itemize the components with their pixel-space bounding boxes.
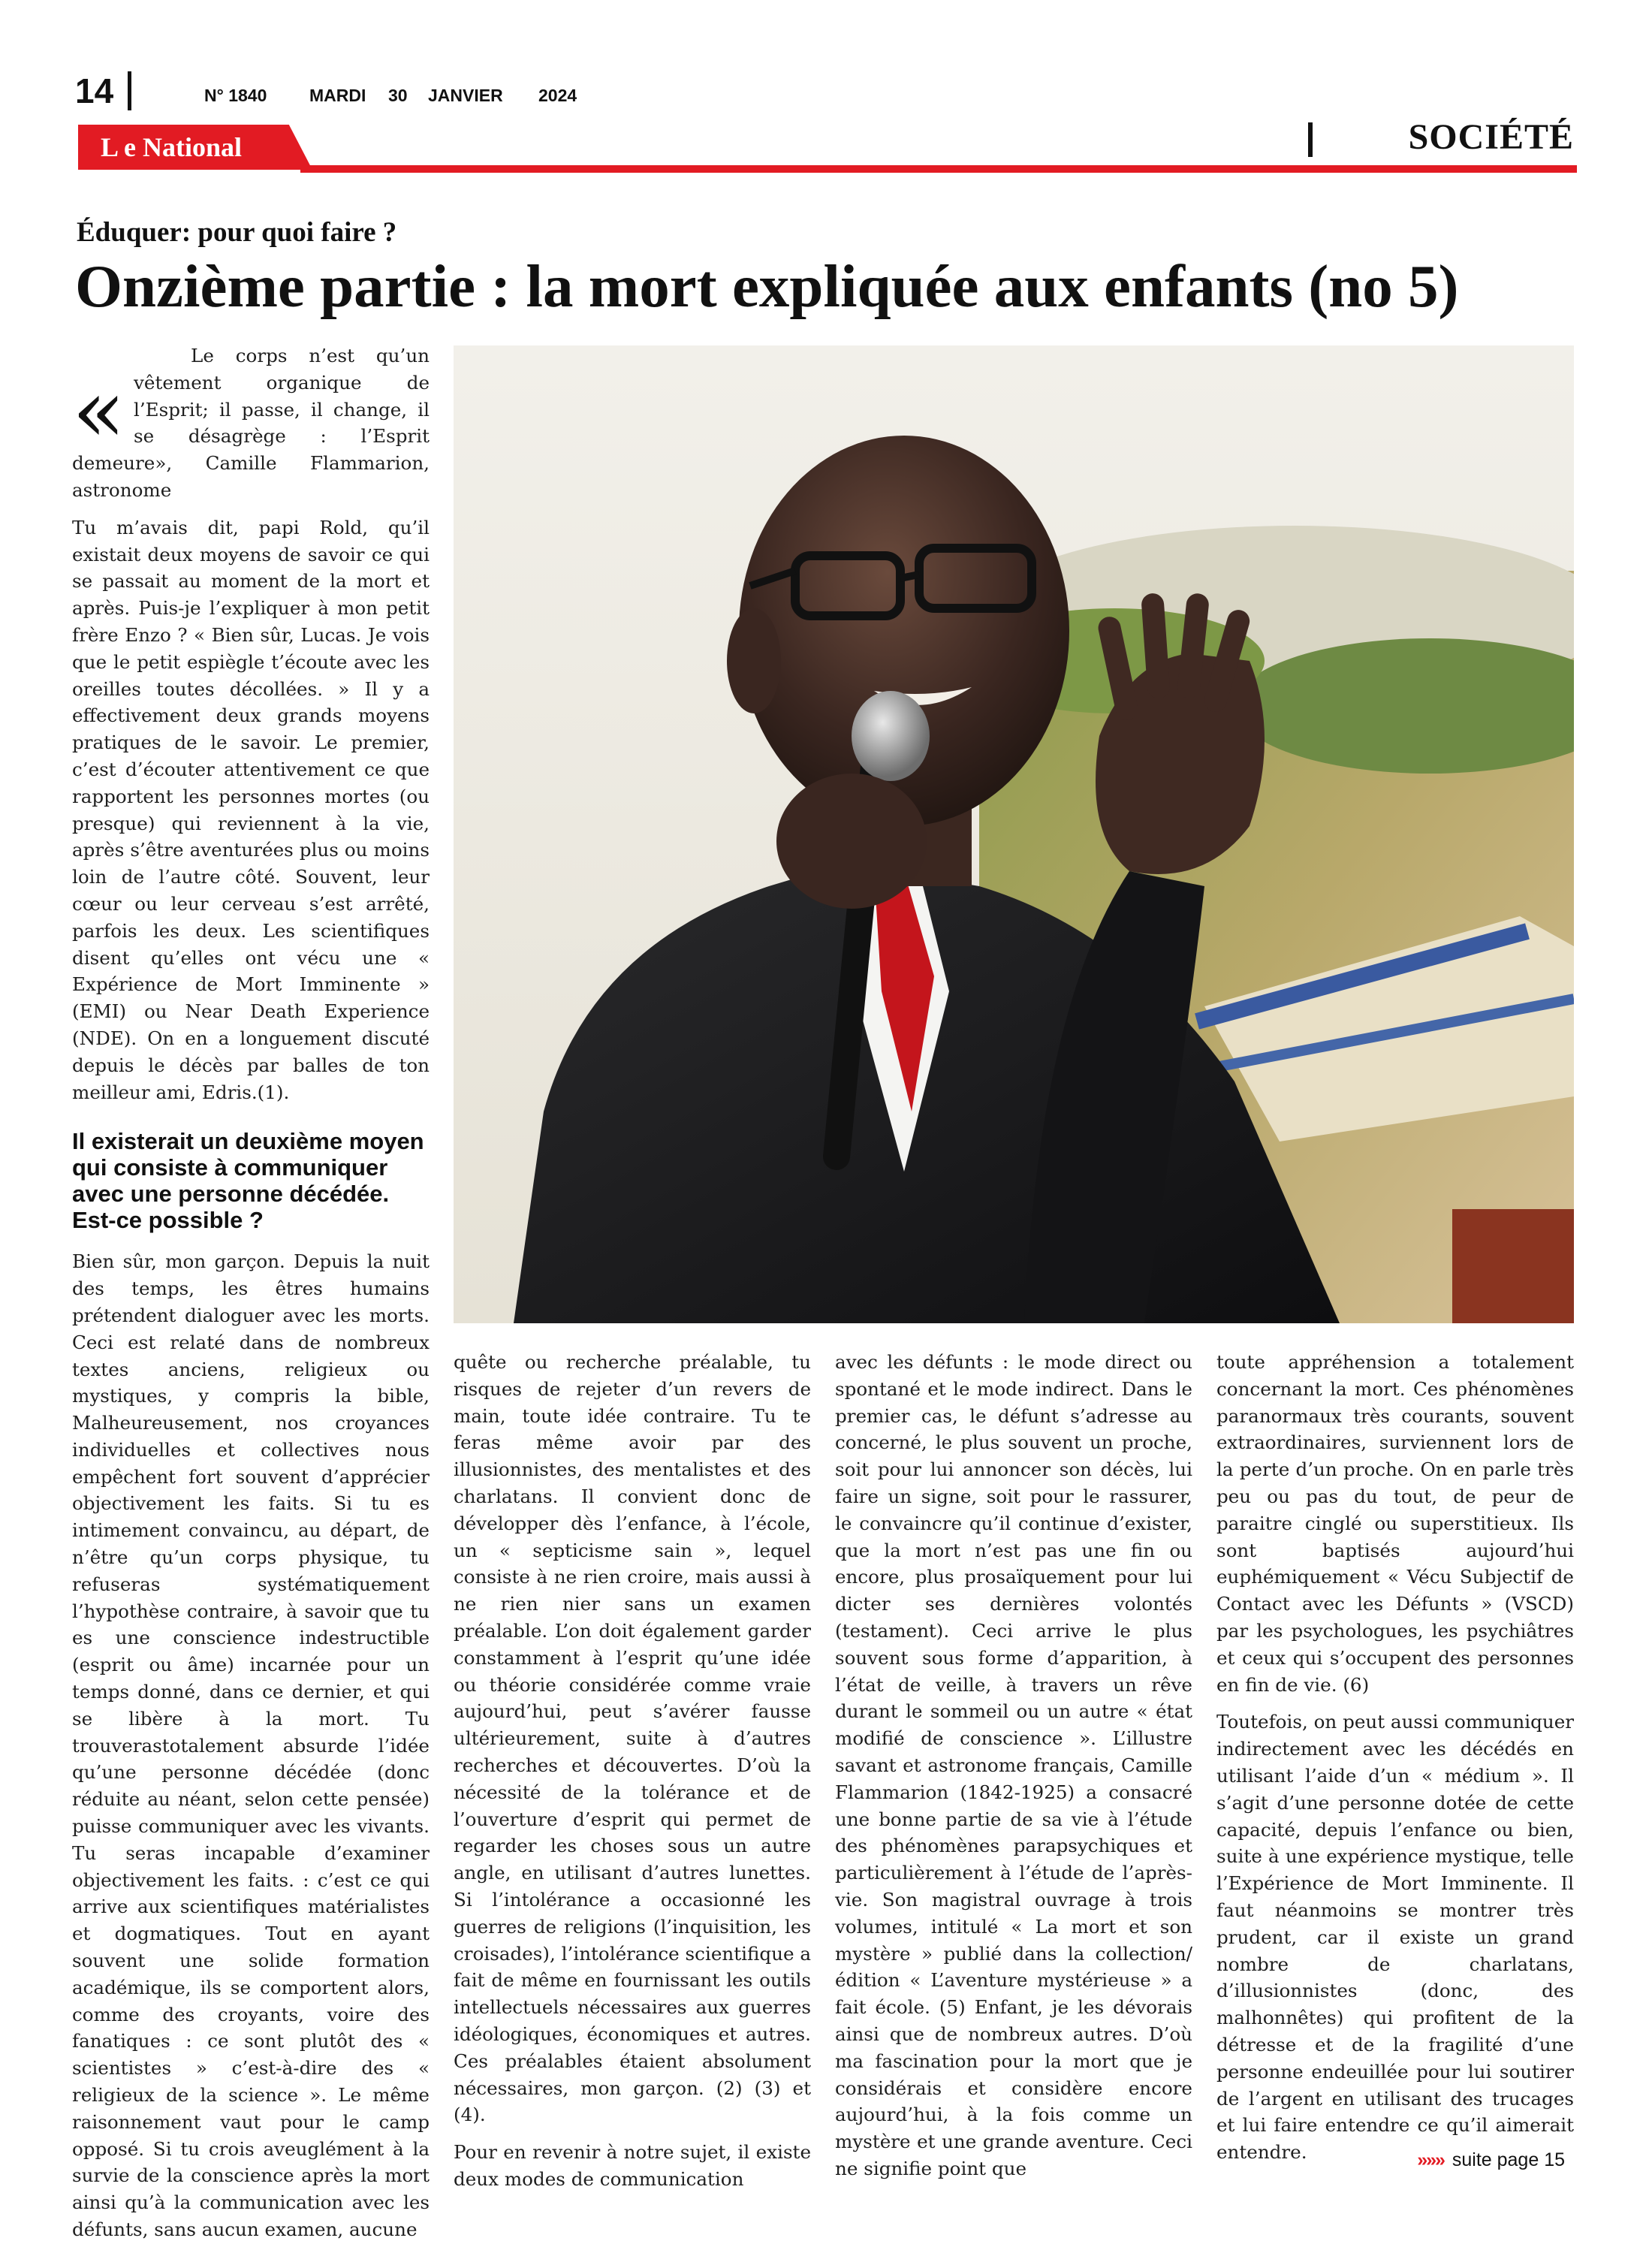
paragraph-3: quête ou recherche préalable, tu risques de rejeter d’un revers de main, toute idée contraire. Tu te feras même avoir par des illusionnistes, des mentalistes et des charlatans. Il convient donc de développer dès l’enfance, à l’école, un « septicisme sain », lequel consiste à ne rien croire, mais aussi à ne rien nier sans un examen préalable. L’on doit également garder constamment à l’esprit qu’une idée ou théorie considérée comme vraie aujourd’hui, peut s’avérer fausse ultérieurement, suite à d’autres recherches et découvertes. D’où la nécessité de la tolérance et de l’ouverture d’esprit qui permet de regarder les choses sous un autre angle, en utilisant d’autres lunettes. Si l’intolérance a occasionné les guerres de religions (l’inquisition, les croisades), l’intolérance scientifique a fait de même en fournissant les outils intellectuels nécessaires aux guerres idéologiques, économiques et autres. Ces préalables étaient absolument nécessaires, mon garçon. (2) (3) et (4). xyxy=(454,1351,811,2126)
paragraph-4: Pour en revenir à notre sujet, il existe deux modes de communication xyxy=(454,2141,811,2190)
header-red-rule xyxy=(300,165,1577,173)
issue-month: JANVIER xyxy=(428,86,503,105)
issue-day: MARDI xyxy=(309,86,366,105)
page-number: 14 xyxy=(75,71,114,110)
paragraph-1: Tu m’avais dit, papi Rold, qu’il existait deux moyens de savoir ce qui se passait au moment de la mort et après. Puis-je l’expliquer à mon petit frère Enzo ? « Bien sûr, Lucas. Je vois que le petit espiègle t’écoute avec les oreilles toutes décollées. » Il y a effectivement deux grands moyens pratiques de le savoir. Le premier, c’est d’écouter attentivement ce que rapportent les personnes mortes (ou presque) qui reviennent à la vie, après s’être aventurées plus ou moins loin de l’autre côté. Souvent, leur cœur ou leur cerveau s’est arrêté, parfois les deux. Les scientifiques disent qu’elles ont vécu une « Expérience de Mort Imminente » (EMI) ou Near Death Experience (NDE). On en a longuement discuté depuis le décès par balles de ton meilleur ami, Edris.(1). xyxy=(72,516,430,1103)
article-title: Onzième partie : la mort expliquée aux enfants (no 5) xyxy=(75,252,1459,320)
article-column-2 xyxy=(454,1349,811,2200)
continued-text: suite page 15 xyxy=(1452,2149,1565,2170)
issue-number: N° 1840 xyxy=(204,86,267,105)
lead-quote xyxy=(72,342,430,504)
issue-date-number: 30 xyxy=(388,86,408,105)
page-number-divider xyxy=(128,71,131,110)
lead-quote-text: Le corps n’est qu’un vêtement organique de l’Esprit; il passe, il change, il se désagrège : l’Esprit demeure», Camille Flammarion, astronome xyxy=(72,345,430,501)
article-kicker: Éduquer: pour quoi faire ? xyxy=(77,217,397,248)
paragraph-2: Bien sûr, mon garçon. Depuis la nuit des temps, les êtres humains prétendent dialoguer avec les morts. Ceci est relaté dans de nombreux textes anciens, religieux ou mystiques, y compris la bible, Malheureusement, nos croyances individuelles et collectives nous empêchent fort souvent d’apprécier objectivement les faits. Si tu es intimement convaincu, au départ, de n’être qu’un corps physique, tu refuseras systématiquement l’hypothèse contraire, à savoir que tu es une conscience indestructible (esprit ou âme) incarnée pour un temps donné, dans ce dernier, et qui se libère à la mort. Tu trouverastotalement absurde l’idée qu’une personne décédée (donc réduite au néant, selon cette pensée) puisse communiquer avec les vivants. Tu seras incapable d’examiner objectivement les faits. : c’est ce qui arrive aux scientifiques matérialistes et dogmatiques. Tout en ayant souvent une solide formation académique, ils se comportent alors, comme des croyants, voire des fanatiques : ce sont plutôt des « scientistes » c’est-à-dire des « religieux de la science ». Le même raisonnement vaut pour le camp opposé. Si tu crois aveuglément à la survie de la conscience après la mort ainsi qu’à la communication avec les défunts, sans aucun examen, aucune xyxy=(72,1250,430,2240)
section-name: SOCIÉTÉ xyxy=(1408,117,1574,157)
article-photo xyxy=(454,345,1574,1323)
paragraph-5: avec les défunts : le mode direct ou spontané et le mode indirect. Dans le premier cas, le défunt s’adresse au concerné, le plus souvent un proche, soit pour lui annoncer son décès, lui faire un signe, soit pour le rassurer, le convaincre qu’il continue d’exister, que la mort n’est pas une fin ou encore, plus prosaïquement pour lui dicter ses dernières volontés (testament). Ceci arrive le plus souvent sous forme d’apparition, à l’état de veille, à travers un rêve durant le sommeil ou un autre « état modifié de conscience ». L’illustre savant et astronome français, Camille Flammarion (1842-1925) a consacré une bonne partie de sa vie à l’étude des phénomènes parapsychiques et particulièrement à l’étude de l’après-vie. Son magistral ouvrage à trois volumes, intitulé « La mort et son mystère » publié dans la collection/édition « L’aventure mystérieuse » a fait école. (5) Enfant, je les dévorais ainsi que de nombreux autres. D’où ma fascination pour la mort que je considérais et considère encore aujourd’hui, à la fois comme un mystère et une grande aventure. Ceci ne signifie point que xyxy=(835,1351,1192,2179)
article-subhead: Il existerait un deuxième moyen qui consiste à communiquer avec une personne décédée. Est-ce possible ? xyxy=(72,1128,424,1234)
continued-arrows-icon: »»» xyxy=(1417,2149,1444,2170)
continued-link[interactable] xyxy=(1417,2149,1565,2170)
article-column-4 xyxy=(1216,1349,1574,2173)
issue-year: 2024 xyxy=(538,86,577,105)
article-column-3 xyxy=(835,1349,1192,2190)
paragraph-7: Toutefois, on peut aussi communiquer indirectement avec les décédés en utilisant l’aide d’un « médium ». Il s’agit d’une personne dotée de cette capacité, depuis l’enfance ou bien, suite à une expérience mystique, telle l’Expérience de Mort Imminente. Il faut néanmoins se montrer très prudent, car il existe un grand nombre de charlatans, d’illusionnistes (donc, des malhonnêtes) qui profitent de la détresse et de la fragilité d’une personne endeuillée pour lui soutirer de l’argent en utilisant des trucages et lui faire entendre ce qu’il aimerait entendre. xyxy=(1216,1711,1574,2164)
newspaper-name: L e National xyxy=(101,132,243,162)
section-divider xyxy=(1308,122,1313,157)
paragraph-6: toute appréhension a totalement concernant la mort. Ces phénomènes paranormaux très courants, souvent extraordinaires, surviennent lors de la perte d’un proche. On en parle très peu ou pas du tout, de peur de paraitre cinglé ou superstitieux. Ils sont baptisés aujourd’hui euphémiquement « Vécu Subjectif de Contact avec les Défunts » (VSCD) par les psychologues, les psychiâtres et ceux qui s’occupent des personnes en fin de vie. (6) xyxy=(1216,1351,1574,1696)
article-column-1 xyxy=(72,342,430,2251)
opening-quote-mark: « xyxy=(72,360,125,462)
